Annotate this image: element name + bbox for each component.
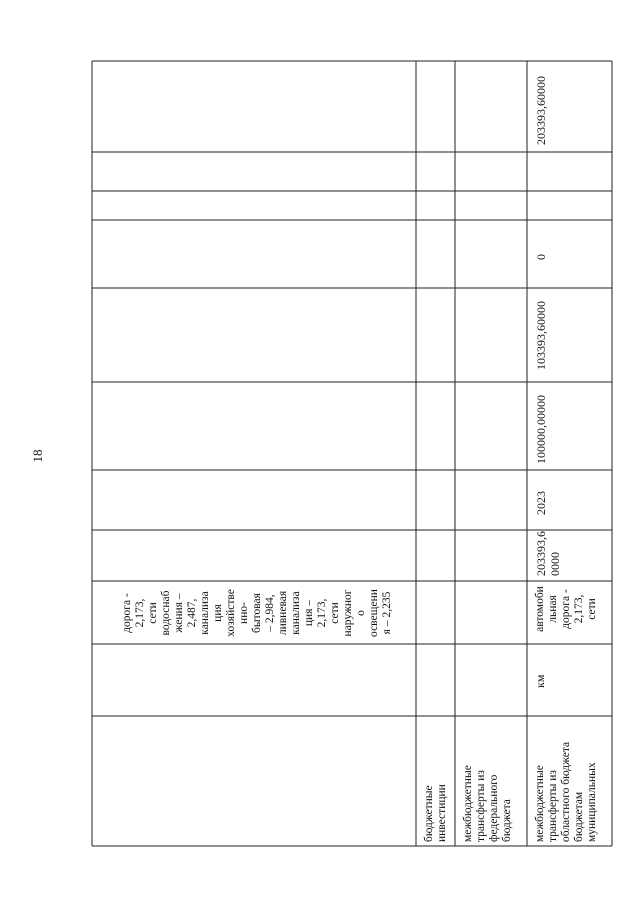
row1-description-line: дорога -	[121, 593, 133, 633]
row4-year: 2023	[534, 491, 548, 515]
row4-value-3: 0	[534, 254, 548, 260]
row1-description-line: освещени	[368, 589, 380, 637]
row1-description-line: водоснаб	[160, 590, 172, 636]
row1-description-line: канализа	[199, 591, 211, 635]
row4-value-2: 103393,60000	[534, 301, 548, 370]
row4-label-line: областного бюджета	[560, 741, 572, 842]
row4-label-line: трансферты из	[547, 770, 559, 842]
row4-total	[534, 526, 562, 576]
row4-total-line: 0000	[548, 552, 562, 576]
row1-description-line: жения –	[173, 593, 185, 633]
row4-label-line: муниципальных	[586, 762, 598, 842]
row4-value-4: 203393,60000	[534, 76, 548, 145]
row1-description-line: хозяйстве	[225, 589, 237, 637]
row3-label-line: федерального	[488, 774, 500, 842]
row4-unit: км	[533, 674, 547, 688]
row1-description-line: о	[355, 610, 367, 616]
row1-description-line: сети	[147, 602, 159, 624]
row4-description-line: сети	[586, 598, 598, 620]
row4-description-line: льная	[547, 595, 559, 623]
row2-label-line: инвестиции	[436, 784, 448, 842]
row1-description-line: я – 2,235	[381, 591, 393, 635]
row1-description-line: 2,173,	[316, 598, 328, 628]
row4-label-line: межбюджетные	[534, 765, 546, 842]
row4-description	[534, 580, 606, 638]
row3-label-line: трансферты из	[475, 770, 487, 842]
row3-label	[462, 722, 522, 842]
row4-description-line: автомоби	[534, 586, 546, 632]
row1-description-line: канализа	[290, 591, 302, 635]
row1-description-line: ция –	[303, 599, 315, 627]
row3-label-line: бюджета	[501, 799, 513, 842]
row1-description-line: сети	[329, 602, 341, 624]
row1-description-line: 2,487,	[186, 598, 198, 628]
row1-description-line: – 2,984,	[264, 594, 276, 632]
row1-description-line: ливневая	[277, 590, 289, 636]
row4-total-line: 203393,6	[534, 531, 548, 576]
row1-description-line: бытовая	[251, 593, 263, 633]
row4-value-1: 100000,00000	[534, 395, 548, 464]
page-number: 18	[30, 449, 45, 463]
row1-description-line: наружног	[342, 589, 354, 637]
row2-label	[423, 722, 453, 842]
row4-label-line: бюджетам	[573, 791, 585, 842]
row4-label	[534, 722, 606, 842]
row1-description-line: 2,173,	[134, 598, 146, 628]
row1-description-line: нно-	[238, 602, 250, 624]
row4-description-line: 2,173,	[573, 594, 585, 624]
row1-description-line: ция	[212, 604, 224, 622]
row3-label-line: межбюджетные	[462, 765, 474, 842]
row4-description-line: дорога -	[560, 589, 572, 629]
row2-label-line: бюджетные	[423, 785, 435, 842]
row1-description	[121, 587, 411, 639]
